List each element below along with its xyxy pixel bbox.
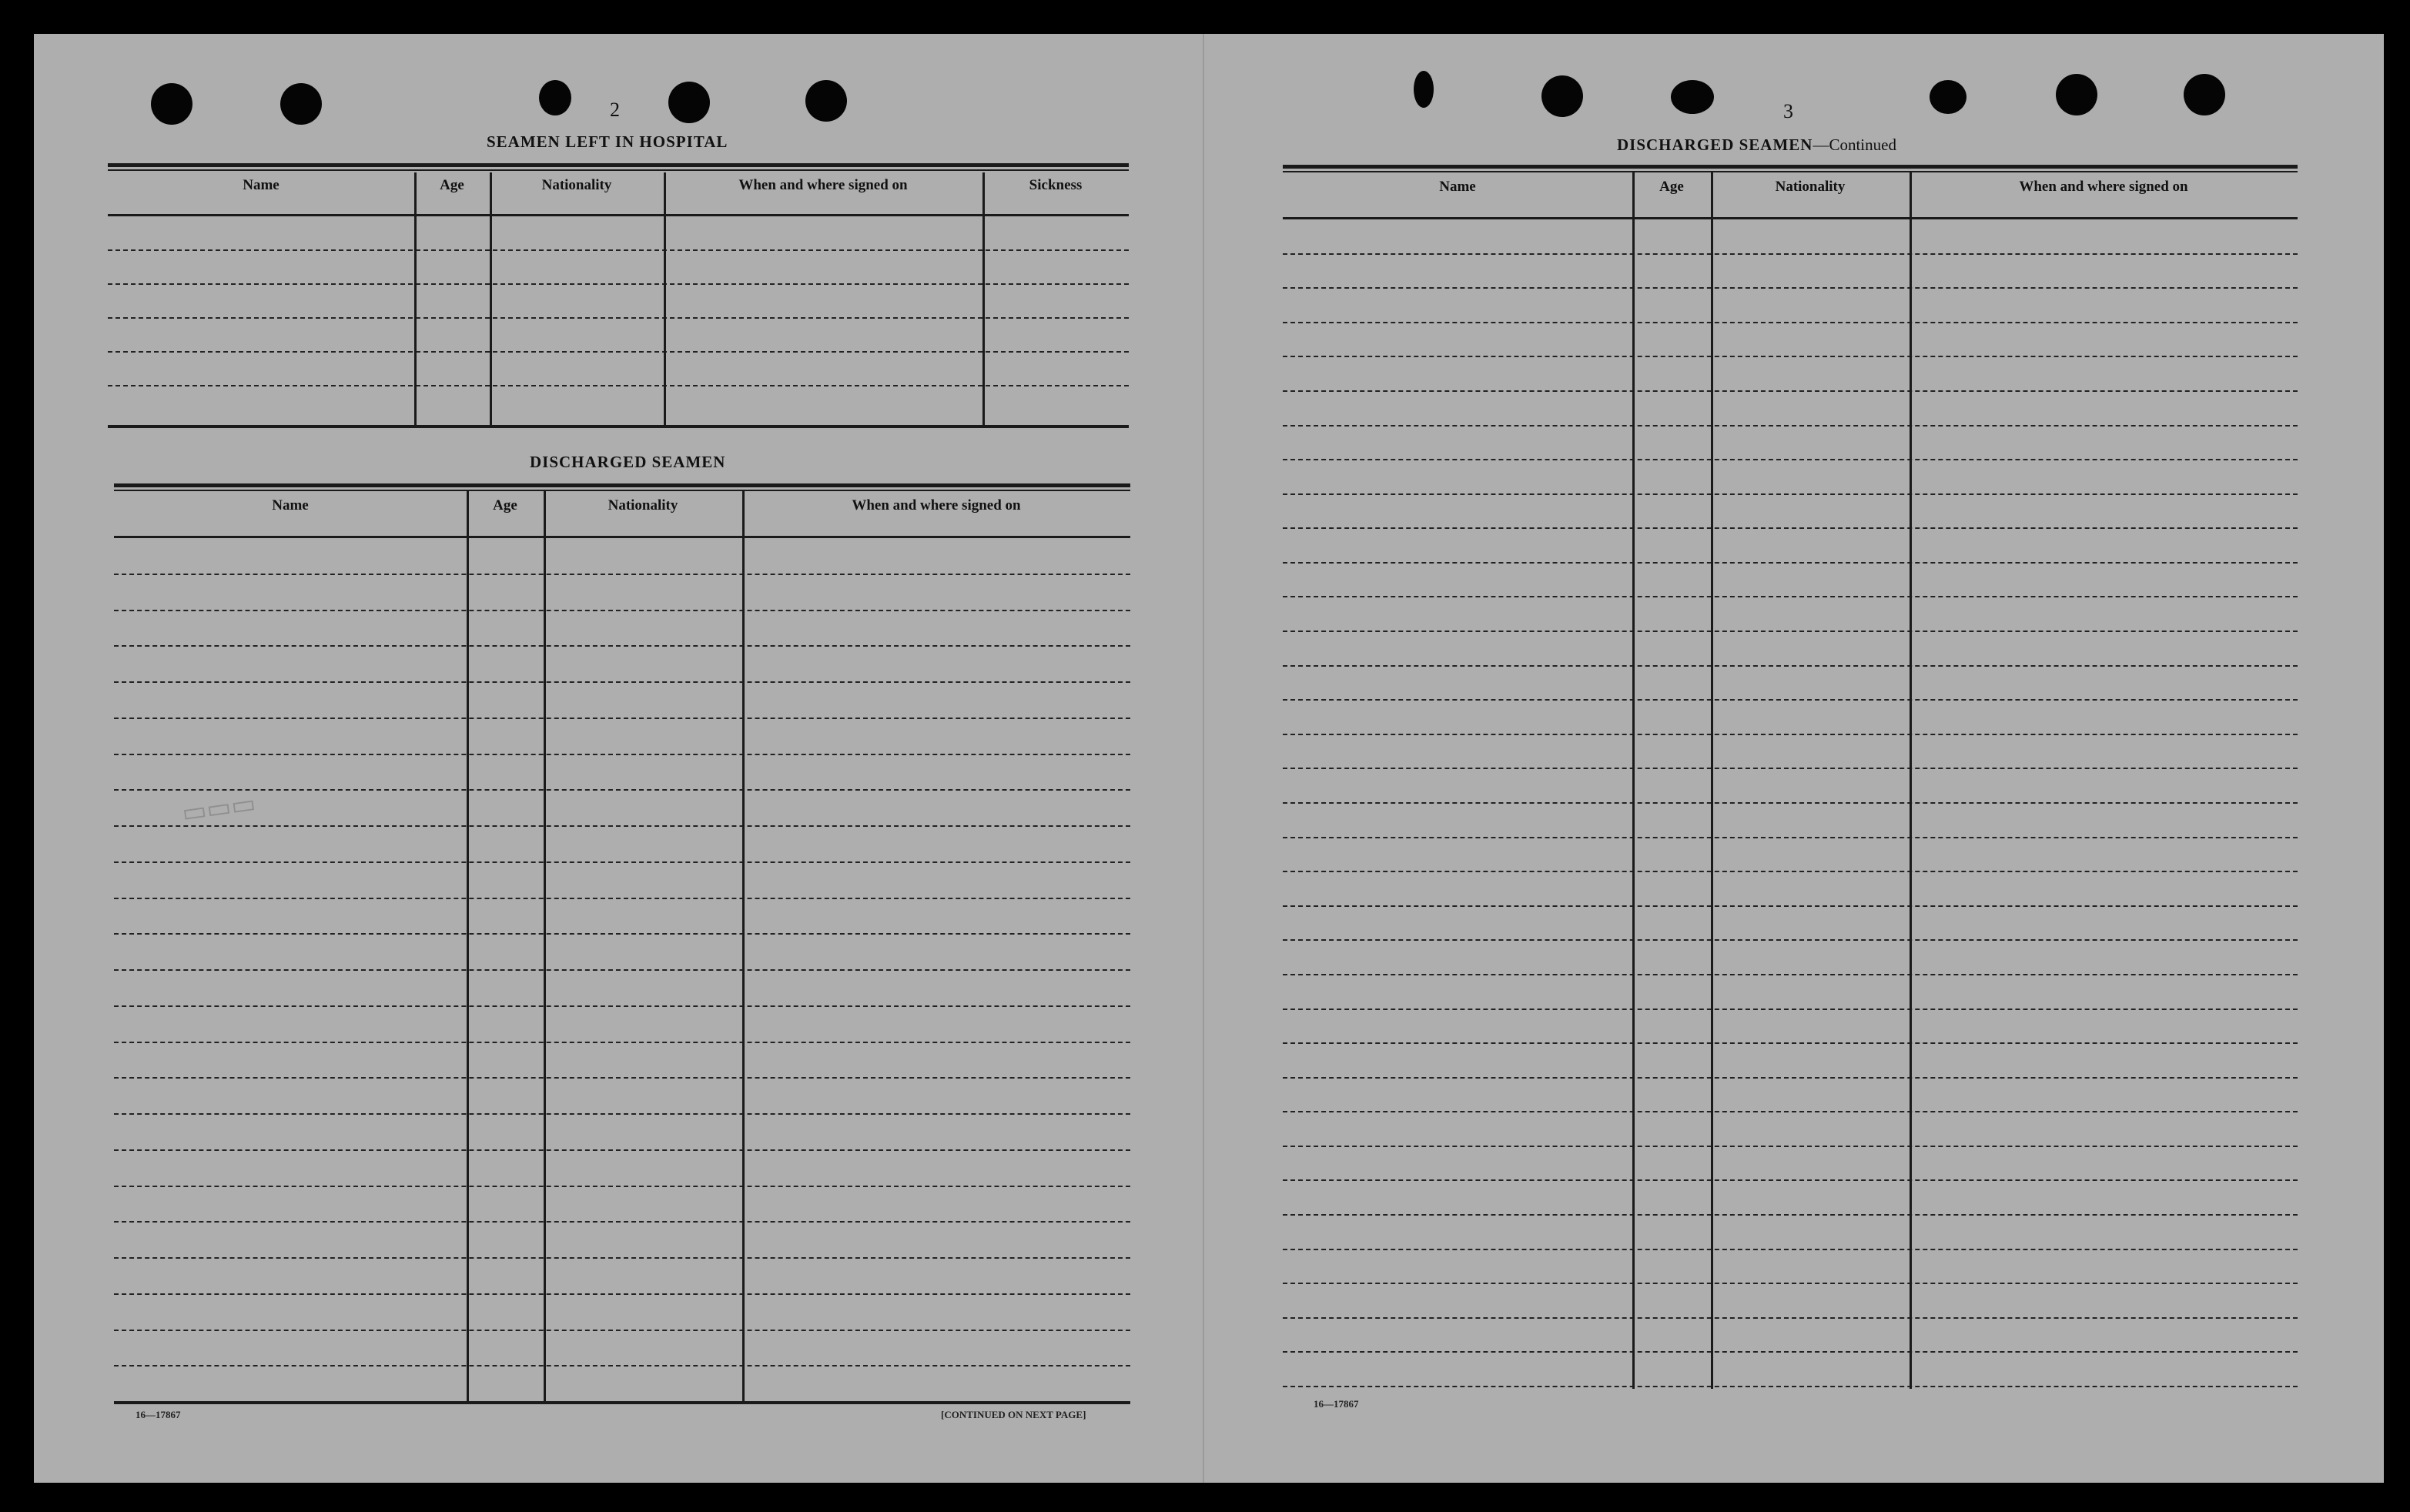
column-header-nationality: Nationality (1775, 179, 1846, 195)
column-divider (1711, 171, 1713, 1389)
punch-hole (539, 80, 571, 115)
table-row (1283, 287, 2298, 289)
form-number-right: 16—17867 (1314, 1398, 1359, 1410)
table-row (1283, 871, 2298, 872)
table-row (1283, 1214, 2298, 1216)
table-row (108, 317, 1129, 319)
table-row (1283, 699, 2298, 701)
punch-hole (2056, 74, 2097, 115)
table-row (114, 645, 1130, 647)
continued-note: [CONTINUED ON NEXT PAGE] (941, 1409, 1086, 1420)
table-row (114, 681, 1130, 683)
punch-hole (280, 83, 322, 125)
table-row (114, 825, 1130, 827)
hospital-section-title: SEAMEN LEFT IN HOSPITAL (487, 132, 728, 151)
column-header-name: Name (243, 177, 279, 193)
table-header-row (108, 172, 1129, 199)
column-divider (490, 172, 492, 428)
discharged-continued-table (1283, 165, 2298, 1389)
table-row (1283, 1111, 2298, 1112)
table-row (1283, 974, 2298, 975)
column-header-age: Age (493, 497, 517, 513)
table-row (114, 1149, 1130, 1151)
table-row (1283, 1009, 2298, 1010)
table-header-row (114, 493, 1130, 519)
table-row (108, 385, 1129, 386)
punch-hole (1414, 71, 1434, 108)
table-row (114, 754, 1130, 755)
table-row (1283, 768, 2298, 769)
column-divider (1910, 171, 1912, 1389)
column-divider (664, 172, 666, 428)
table-row (1283, 1283, 2298, 1284)
column-header-name: Name (272, 497, 309, 513)
table-row (1283, 425, 2298, 427)
discharged-section-title: DISCHARGED SEAMEN (530, 453, 726, 471)
punch-hole (1541, 75, 1583, 117)
hospital-table (108, 163, 1129, 431)
table-row (114, 969, 1130, 971)
table-row (1283, 1179, 2298, 1181)
table-row (114, 1113, 1130, 1115)
table-row (108, 351, 1129, 353)
table-row (1283, 802, 2298, 804)
column-header-signed-on: When and where signed on (852, 497, 1021, 513)
table-bottom-rule (108, 425, 1129, 428)
table-row (114, 1293, 1130, 1295)
table-header-row (1283, 174, 2298, 200)
column-header-nationality: Nationality (541, 177, 612, 193)
column-divider (414, 172, 417, 428)
table-row (1283, 905, 2298, 907)
table-row (1283, 1042, 2298, 1044)
page-fold (1203, 34, 1204, 1483)
table-row (108, 249, 1129, 251)
table-row (1283, 253, 2298, 255)
table-row (1283, 631, 2298, 632)
table-row (114, 1186, 1130, 1187)
column-divider (544, 490, 546, 1404)
column-divider (742, 490, 745, 1404)
table-bottom-rule (114, 1401, 1130, 1404)
table-row (1283, 596, 2298, 597)
table-row (1283, 527, 2298, 529)
table-row (114, 718, 1130, 719)
discharged-table (114, 483, 1130, 1404)
table-row (1283, 1317, 2298, 1319)
column-header-nationality: Nationality (608, 497, 678, 513)
table-row (1283, 734, 2298, 735)
column-header-name: Name (1439, 179, 1476, 195)
table-row (1283, 493, 2298, 495)
table-row (1283, 1249, 2298, 1250)
table-row (1283, 322, 2298, 323)
table-top-rule (1283, 165, 2298, 169)
table-row (114, 1005, 1130, 1007)
table-row (114, 1257, 1130, 1259)
punch-hole (1671, 80, 1714, 114)
table-top-rule (114, 483, 1130, 487)
table-row (1283, 1386, 2298, 1387)
title-suffix: —Continued (1813, 135, 1896, 154)
table-row (1283, 1351, 2298, 1353)
table-row (114, 574, 1130, 575)
table-row (1283, 1146, 2298, 1147)
table-row (1283, 939, 2298, 941)
page-number-right: 3 (1783, 100, 1793, 122)
table-row (114, 1365, 1130, 1366)
faded-stamp: ▭▭▭ (179, 789, 258, 828)
punch-hole (2184, 74, 2225, 115)
page-number-left: 2 (610, 99, 620, 121)
table-row (114, 789, 1130, 791)
table-row (114, 1042, 1130, 1043)
punch-hole (1930, 80, 1966, 114)
table-top-rule (108, 163, 1129, 167)
punch-hole (805, 80, 847, 122)
table-row (114, 933, 1130, 935)
table-top-rule (1283, 171, 2298, 172)
table-row (1283, 665, 2298, 667)
table-row (1283, 562, 2298, 564)
column-header-age: Age (1659, 179, 1684, 195)
table-row (114, 610, 1130, 611)
header-rule (1283, 217, 2298, 219)
table-row (1283, 837, 2298, 838)
table-row (114, 898, 1130, 899)
table-row (114, 1330, 1130, 1331)
table-row (114, 1221, 1130, 1223)
punch-hole (668, 82, 710, 123)
table-row (1283, 459, 2298, 460)
form-number-left: 16—17867 (136, 1409, 181, 1420)
column-divider (467, 490, 469, 1404)
column-header-signed-on: When and where signed on (2019, 179, 2188, 195)
table-row (114, 861, 1130, 863)
table-row (1283, 390, 2298, 392)
column-divider (1632, 171, 1635, 1389)
header-rule (114, 536, 1130, 538)
title-main: DISCHARGED SEAMEN (1617, 135, 1813, 154)
header-rule (108, 214, 1129, 216)
table-row (114, 1077, 1130, 1079)
table-row (1283, 1077, 2298, 1079)
table-top-rule (114, 490, 1130, 491)
table-row (1283, 356, 2298, 357)
table-row (108, 283, 1129, 285)
column-header-signed-on: When and where signed on (738, 177, 908, 193)
discharged-continued-title (1617, 135, 1896, 155)
column-header-sickness: Sickness (1029, 177, 1083, 193)
table-top-rule (108, 169, 1129, 171)
punch-hole (151, 83, 192, 125)
column-header-age: Age (440, 177, 464, 193)
column-divider (982, 172, 985, 428)
